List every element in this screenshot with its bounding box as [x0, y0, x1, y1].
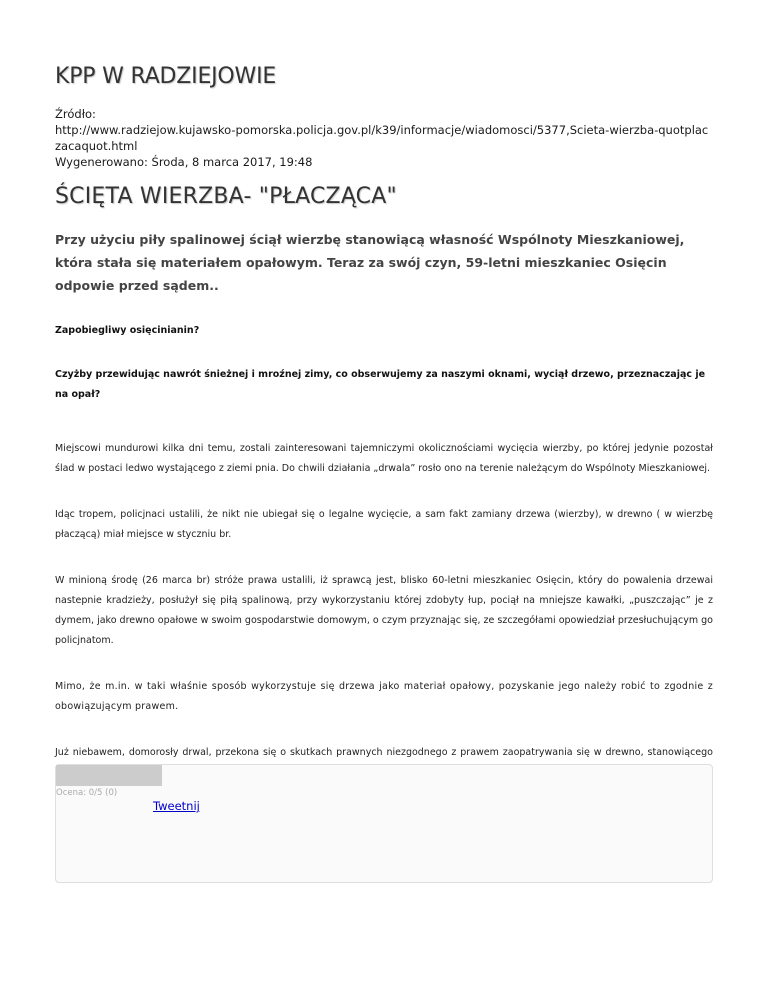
article-subheading: Zapobiegliwy osięcinianin? [55, 325, 200, 336]
article-lead: Przy użyciu piły spalinowej ściął wierzbę stanowiącą własność Wspólnoty Mieszkaniowej, która stała się materiałem opałowym. Teraz za swój czyn, 59-letni mieszkaniec Osięcin odpowie przed sądem.. [55, 232, 685, 293]
source-label: Źródło: [55, 107, 96, 121]
article-subheading: Czyżby przewidując nawrót śnieżnej i mroźnej zimy, co obserwujemy za naszymi oknami, wyciął drzewo, przeznaczając je na opał? [55, 369, 706, 400]
article-paragraph: Idąc tropem, policjnaci ustalili, że nikt nie ubiegał się o legalne wycięcie, a sam fakt zamiany drzewa (wierzby), w drewno ( w wierzbę płaczącą) miał miejsce w styczniu br. [55, 509, 713, 540]
article-paragraph: Już niebawem, domorosły drwal, przekona się o skutkach prawnych niezgodnego z prawem zaopatrywania się w drewno, stanowiącego [55, 747, 713, 758]
social-box [55, 764, 713, 883]
article-paragraph: W minioną środę (26 marca br) stróże prawa ustalili, iż sprawcą jest, blisko 60-letni mieszkaniec Osięcin, który do powalenia drzewai nastepnie kradzieży, posłużył się piłą spalinową, przy wykorzystaniu której zdobyty łup, pociął na mniejsze kawałki, „puszczając” je z dymem, jako drewno opałowe w swoim gospodarstwie domowym, o czym przyznając się, ze szczegółami opowiedział przesłuchującym go policjnatom. [55, 575, 713, 646]
source-meta [55, 106, 713, 170]
source-url: http://www.radziejow.kujawsko-pomorska.policja.gov.pl/k39/informacje/wiadomosci/5377,Scieta-wierzba-quotplaczacaquot.html [55, 123, 709, 153]
generated-timestamp: Wygenerowano: Środa, 8 marca 2017, 19:48 [55, 155, 313, 169]
article-title: ŚCIĘTA WIERZBA- "PŁACZĄCA" [55, 184, 397, 209]
rating-stars-bar[interactable] [56, 765, 162, 786]
rating-text: Ocena: 0/5 (0) [56, 788, 118, 798]
article-paragraph: Miejscowi mundurowi kilka dni temu, zostali zainteresowani tajemniczymi okolicznościami wycięcia wierzby, po której jedynie pozostał ślad w postaci ledwo wystającego z ziemi pnia. Do chwili działania „drwala” rosło ono na terenie należącym do Wspólnoty Mieszkaniowej. [55, 443, 713, 474]
tweet-link[interactable]: Tweetnij [153, 799, 200, 813]
article-paragraph: Mimo, że m.in. w taki właśnie sposób wykorzystuje się drzewa jako materiał opałowy, pozyskanie jego należy robić to zgodnie z obowiązującym prawem. [55, 681, 713, 712]
site-title: KPP W RADZIEJOWIE [55, 64, 277, 89]
